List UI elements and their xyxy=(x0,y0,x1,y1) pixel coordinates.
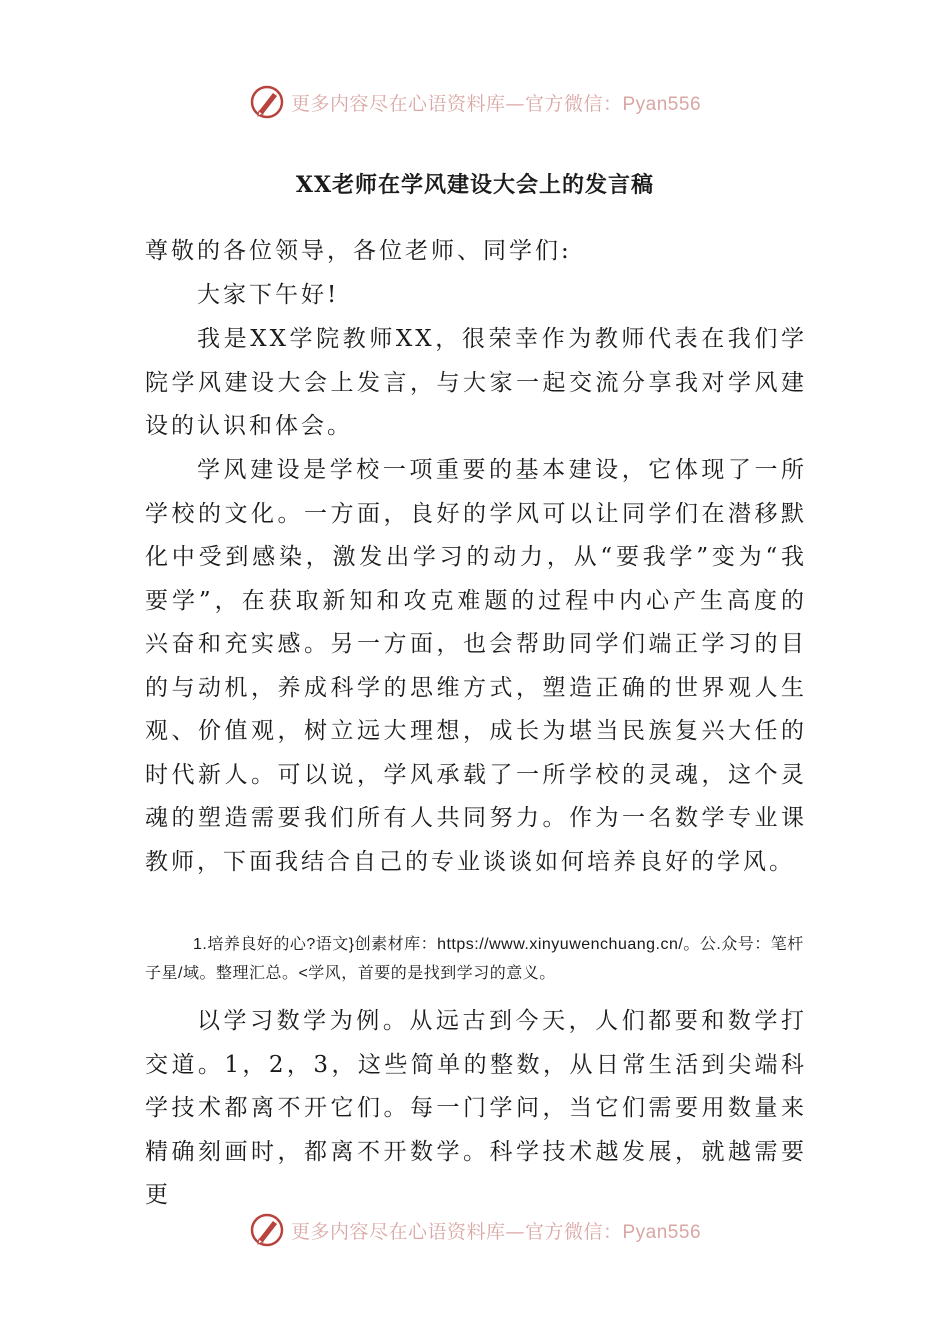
greeting: 大家下午好! xyxy=(197,282,340,308)
header-banner xyxy=(0,80,950,124)
document-title: XX老师在学风建设大会上的发言稿 xyxy=(295,172,655,198)
pen-in-circle-logo-icon xyxy=(249,1212,285,1248)
paragraph-math-example: 以学习数学为例。从远古到今天，人们都要和数学打交道。1，2，3，这些简单的整数，从日常生活到尖端科学技术都离不开它们。每一门学问，当它们需要用数量来精确刻画时，都离不开数学。科学技术越发展，就越需要更 xyxy=(145,1008,807,1208)
banner-text: 更多内容尽在心语资料库—官方微信：Pyan556 xyxy=(290,1220,702,1243)
banner-text: 更多内容尽在心语资料库—官方微信：Pyan556 xyxy=(290,92,702,115)
paragraph-intro: 我是XX学院教师XX，很荣幸作为教师代表在我们学院学风建设大会上发言，与大家一起交流分享我对学风建设的认识和体会。 xyxy=(145,326,807,439)
paragraph-study-culture: 学风建设是学校一项重要的基本建设，它体现了一所学校的文化。一方面，良好的学风可以让同学们在潜移默化中受到感染，激发出学习的动力，从“要我学”变为“我要学”，在获取新知和攻克难题的过程中内心产生高度的兴奋和充实感。另一方面，也会帮助同学们端正学习的目的与动机，养成科学的思维方式，塑造正确的世界观人生观、价值观，树立远大理想，成长为堪当民族复兴大任的时代新人。可以说，学风承载了一所学校的灵魂，这个灵魂的塑造需要我们所有人共同努力。作为一名数学专业课教师，下面我结合自己的专业谈谈如何培养良好的学风。 xyxy=(145,457,807,875)
salutation: 尊敬的各位领导，各位老师、同学们: xyxy=(145,238,572,264)
inserted-note: 1.培养良好的心?语文}创素材库：https://www.xinyuwenchuang.cn/。公.众号：笔杆子星/域。整理汇总。<学风，首要的是找到学习的意义。 xyxy=(145,936,804,982)
footer-banner xyxy=(0,1208,950,1252)
pen-in-circle-logo-icon xyxy=(249,84,285,120)
